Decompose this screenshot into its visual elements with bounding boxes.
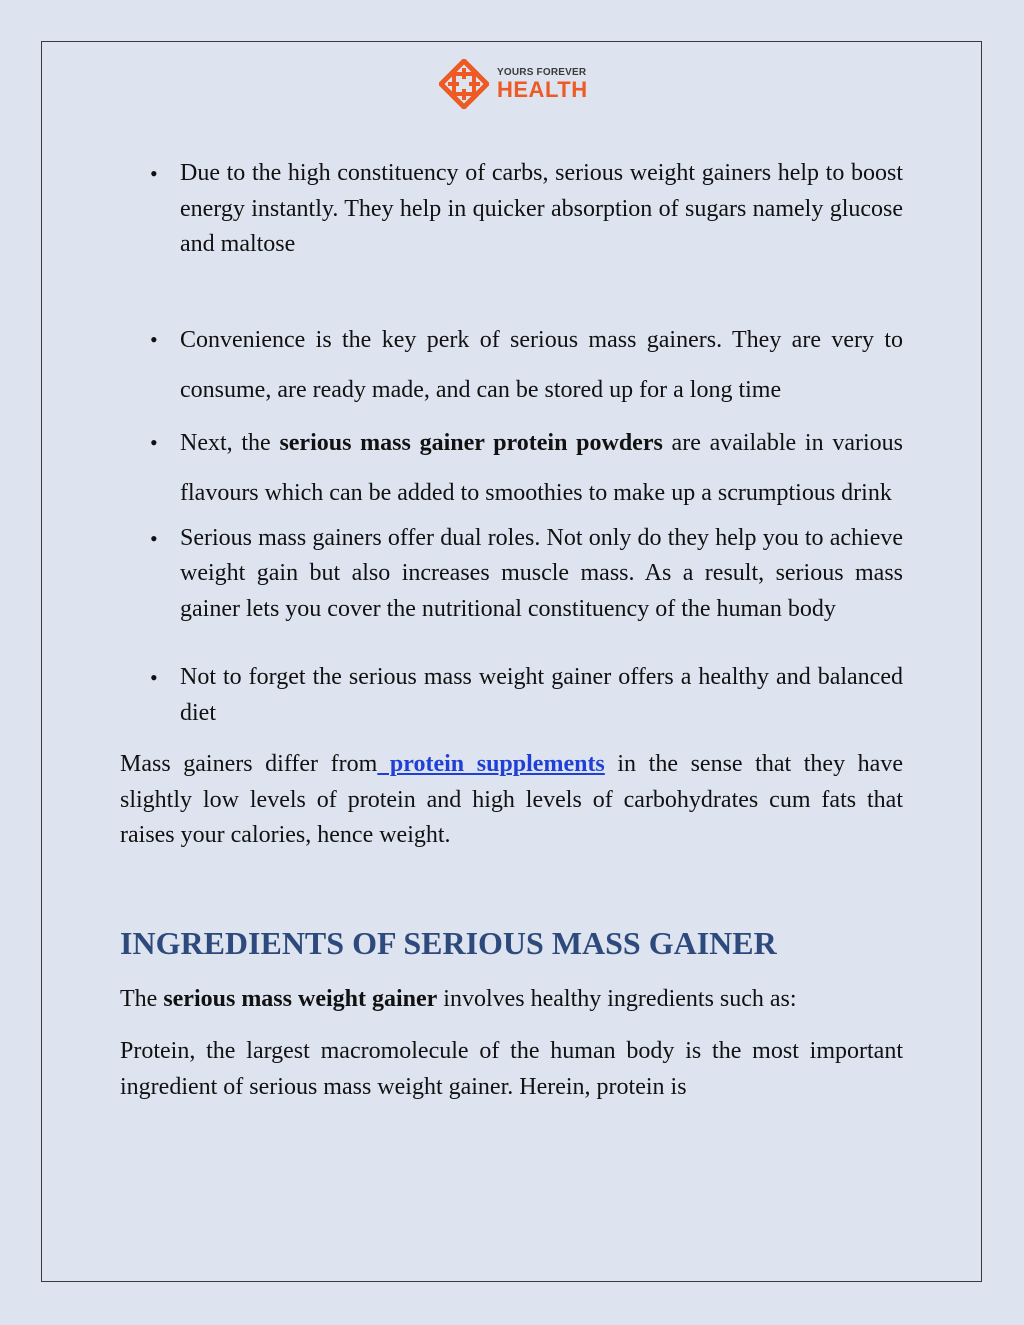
paragraph-ingredients-intro — [120, 982, 903, 1018]
paragraph-protein: Protein, the largest macromolecule of the human body is the most important ingredient of serious mass weight gainer. Herein, protein is — [120, 1038, 903, 1100]
list-item-text: Convenience is the key perk of serious mass gainers. They are very to consume, are ready made, and can be stored up for a long time — [180, 326, 903, 403]
paragraph-text-pre: The — [120, 985, 164, 1012]
protein-supplements-link[interactable]: protein supplements — [377, 751, 605, 777]
list-item — [120, 315, 903, 415]
logo-tagline: YOURS FOREVER — [497, 66, 587, 78]
list-item-text-pre: Next, the — [180, 429, 280, 456]
benefits-list — [120, 156, 903, 731]
list-item-text-post: are available in various flavours which can be added to smoothies to make up a scrumptious drink — [180, 429, 903, 506]
logo-mark-icon — [439, 59, 489, 109]
paragraph-mass-gainers — [120, 747, 903, 854]
document-body — [120, 156, 903, 1105]
list-item — [120, 521, 903, 628]
logo-text — [497, 68, 588, 101]
brand-logo[interactable] — [439, 58, 589, 110]
paragraph-bold: serious mass weight gainer — [163, 985, 438, 1012]
list-item-text: Due to the high constituency of carbs, serious weight gainers help to boost energy instantly. They help in quicker absorption of sugars namely glucose and maltose — [180, 160, 903, 257]
section-heading: INGREDIENTS OF SERIOUS MASS GAINER — [120, 924, 777, 961]
list-item — [120, 418, 903, 518]
paragraph-text-post: involves healthy ingredients such as: — [437, 985, 797, 1012]
list-item-text: Serious mass gainers offer dual roles. Not only do they help you to achieve weight gain but also increases muscle mass. As a result, serious mass gainer lets you cover the nutritional constituency of the human body — [180, 524, 903, 622]
list-item — [120, 660, 903, 731]
paragraph-text-post: in the sense that they have slightly low levels of protein and high levels of carbohydrates cum fats that raises your calories, hence weight. — [120, 751, 903, 848]
logo-name: HEALTH — [497, 76, 588, 102]
paragraph-text-pre: Mass gainers differ from — [120, 751, 378, 777]
list-item-text: Not to forget the serious mass weight gainer offers a healthy and balanced diet — [180, 664, 903, 726]
list-item — [120, 156, 903, 263]
list-item-bold: serious mass gainer protein powders — [279, 429, 663, 456]
